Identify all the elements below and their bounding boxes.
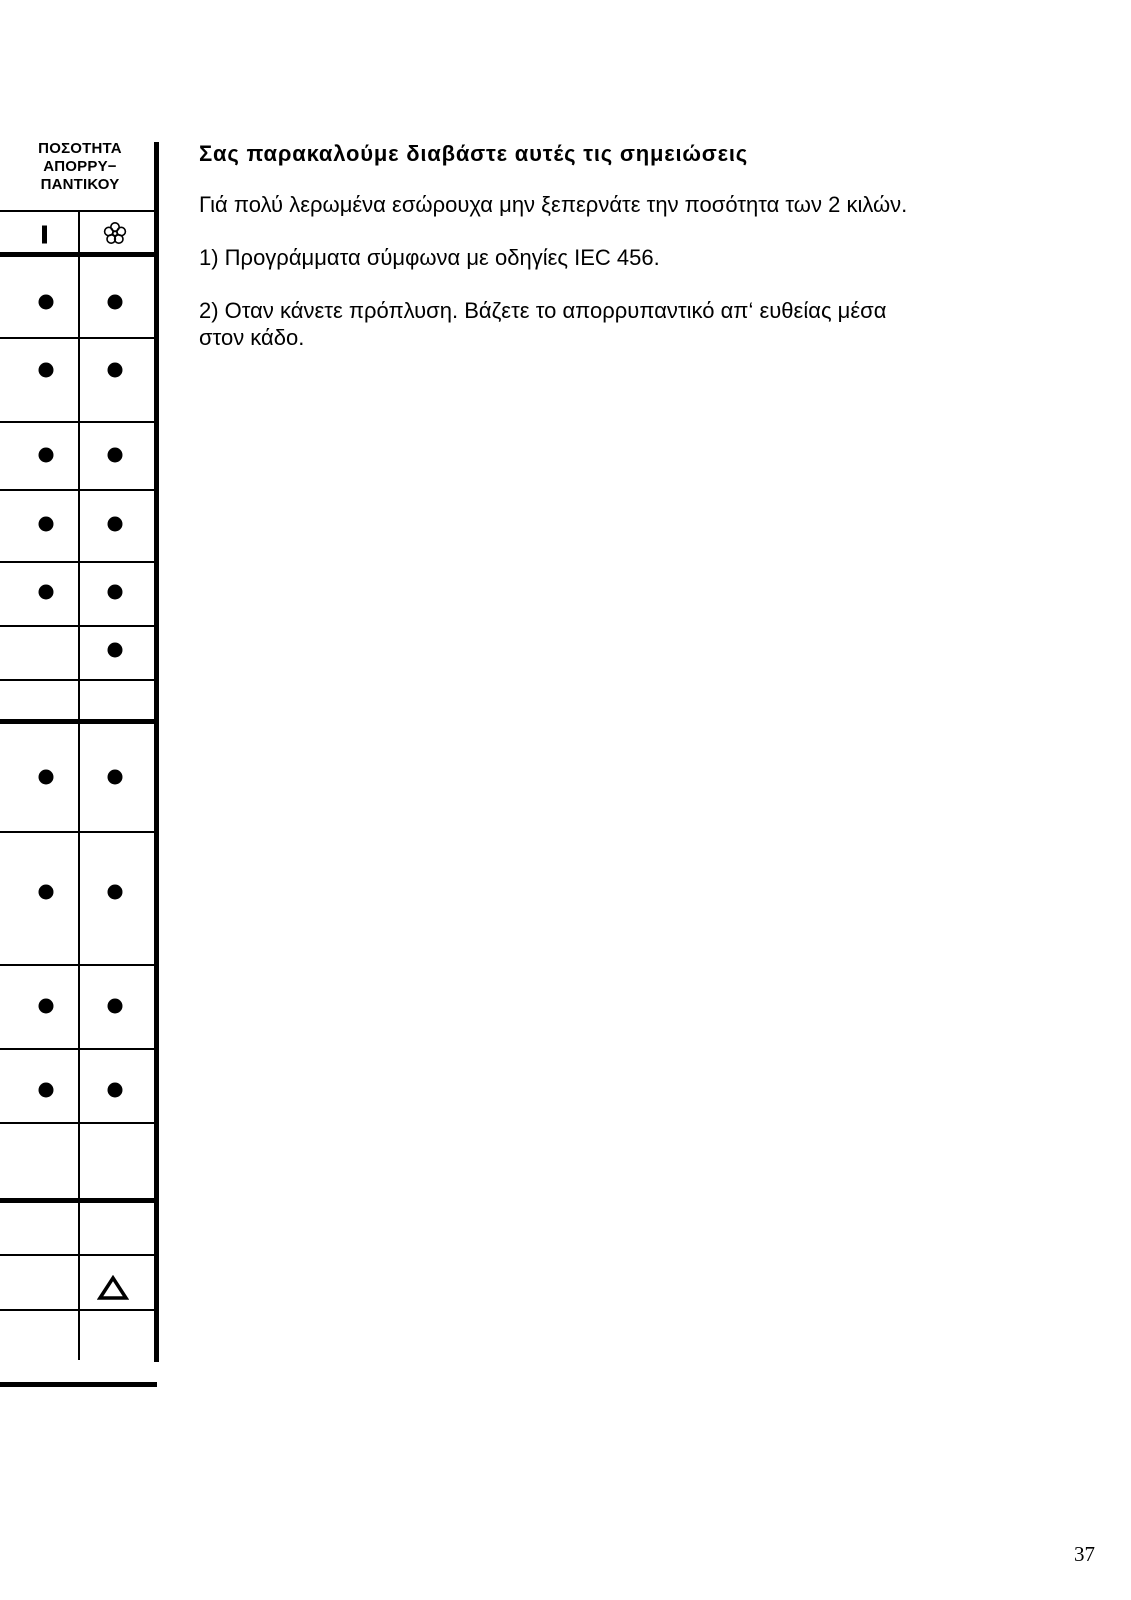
page-number: 37 — [1074, 1542, 1095, 1566]
dot-mark — [108, 517, 123, 532]
note-paragraph: 1) Προγράμματα σύμφωνα με οδηγίες IEC 456. — [199, 245, 660, 270]
dot-mark — [108, 999, 123, 1014]
dot-mark — [39, 363, 54, 378]
prewash-bar-icon — [41, 226, 49, 249]
dot-mark — [39, 770, 54, 785]
row-divider — [0, 1048, 157, 1050]
row-divider — [0, 964, 157, 966]
dot-mark — [108, 448, 123, 463]
dot-mark — [108, 885, 123, 900]
row-divider-thick — [0, 1198, 157, 1203]
row-divider — [0, 679, 157, 681]
row-divider — [0, 831, 157, 833]
row-divider — [0, 421, 157, 423]
dot-mark — [39, 517, 54, 532]
dot-mark — [39, 448, 54, 463]
header-line: ΑΠΟΡΡΥ− — [43, 158, 117, 175]
row-divider — [0, 1122, 157, 1124]
row-divider — [0, 1254, 157, 1256]
row-divider — [0, 489, 157, 491]
dot-mark — [39, 585, 54, 600]
dot-mark — [39, 1083, 54, 1098]
notes-title: Σας παρακαλούμε διαβάστε αυτές τις σημειώσεις — [199, 141, 749, 166]
row-divider — [0, 210, 157, 212]
row-divider — [0, 561, 157, 563]
note-paragraph: Γιά πολύ λερωμένα εσώρουχα μην ξεπερνάτε την ποσότητα των 2 κιλών. — [199, 192, 908, 217]
row-divider — [0, 337, 157, 339]
row-divider-thick — [0, 719, 157, 724]
dot-mark — [108, 1083, 123, 1098]
dot-mark — [39, 295, 54, 310]
row-divider-thick — [0, 1382, 157, 1387]
notes-section — [199, 140, 919, 377]
row-divider — [0, 1309, 157, 1311]
dot-mark — [108, 585, 123, 600]
dot-mark — [108, 643, 123, 658]
row-divider — [0, 625, 157, 627]
column-divider — [78, 210, 80, 1360]
header-line: ΠΑΝΤΙΚΟΥ — [40, 176, 120, 193]
table-header — [0, 140, 160, 194]
dot-mark — [39, 885, 54, 900]
row-divider-thick — [0, 252, 157, 257]
fabric-softener-flower-icon — [102, 221, 128, 252]
dot-mark — [39, 999, 54, 1014]
note-paragraph: 2) Οταν κάνετε πρόπλυση. Βάζετε το απορρυπαντικό απ‘ ευθείας μέσα στον κάδο. — [199, 298, 887, 350]
table-right-border — [154, 142, 159, 1362]
dot-mark — [108, 295, 123, 310]
triangle-icon — [97, 1275, 129, 1301]
header-line: ΠΟΣΟΤΗΤΑ — [38, 140, 122, 157]
dot-mark — [108, 363, 123, 378]
dot-mark — [108, 770, 123, 785]
